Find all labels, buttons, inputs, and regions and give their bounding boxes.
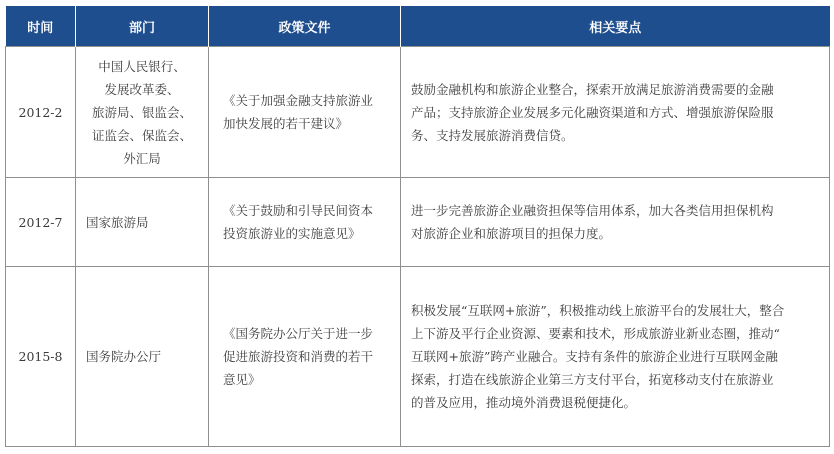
header-key-points: 相关要点 — [401, 6, 830, 47]
point-line: 上下游及平行企业资源、要素和技术，形成旅游业新业态圈，推动“ — [411, 326, 780, 341]
document-line: 《国务院办公厅关于进一步 — [223, 326, 374, 341]
table-header-row — [6, 6, 830, 47]
row-key-points — [401, 47, 830, 178]
document-line: 投资旅游业的实施意见》 — [223, 226, 361, 241]
row-department — [76, 47, 209, 178]
document-line: 《关于加强金融支持旅游业 — [223, 93, 374, 108]
point-line: 鼓励金融机构和旅游企业整合，探索开放满足旅游消费需要的金融 — [411, 81, 774, 97]
document-line: 意见》 — [223, 372, 261, 387]
point-line: 对旅游企业和旅游项目的担保力度。 — [411, 226, 612, 241]
row-year: 2015-8 — [6, 267, 76, 447]
department-line: 国家旅游局 — [86, 214, 149, 230]
table-row — [6, 267, 830, 447]
point-line: 的普及应用，推动境外消费退税便捷化。 — [411, 395, 637, 410]
department-line: 中国人民银行、 — [98, 58, 186, 74]
point-line: 积极发展“互联网+旅游”，积极推动线上旅游平台的发展壮大，整合 — [411, 303, 785, 318]
document-line: 加快发展的若干建议》 — [223, 116, 349, 131]
row-year: 2012-2 — [6, 47, 76, 178]
row-policy-document — [209, 178, 401, 267]
header-time: 时间 — [6, 6, 76, 47]
table-row — [6, 178, 830, 267]
point-line: 互联网+旅游”跨产业融合。支持有条件的旅游企业进行互联网金融 — [411, 349, 778, 364]
header-policy-document: 政策文件 — [209, 6, 401, 47]
row-year: 2012-7 — [6, 178, 76, 267]
table-row — [6, 47, 830, 178]
point-line: 务、支持发展旅游消费信贷。 — [411, 127, 574, 143]
department-line: 旅游局、银监会、 — [91, 104, 192, 120]
policy-table — [5, 6, 830, 447]
document-line: 促进旅游投资和消费的若干 — [223, 349, 374, 364]
row-department — [76, 267, 209, 447]
row-key-points — [401, 178, 830, 267]
department-line: 外汇局 — [123, 150, 161, 166]
document-line: 《关于鼓励和引导民间资本 — [223, 203, 374, 218]
policy-table-container — [5, 6, 829, 447]
department-line: 证监会、保监会、 — [91, 127, 192, 143]
row-policy-document — [209, 267, 401, 447]
department-line: 发展改革委、 — [104, 81, 180, 97]
point-line: 产品；支持旅游企业发展多元化融资渠道和方式、增强旅游保险服 — [411, 104, 774, 120]
department-line: 国务院办公厅 — [86, 349, 162, 364]
row-key-points — [401, 267, 830, 447]
header-department: 部门 — [76, 6, 209, 47]
row-policy-document — [209, 47, 401, 178]
row-department — [76, 178, 209, 267]
point-line: 进一步完善旅游企业融资担保等信用体系，加大各类信用担保机构 — [411, 203, 774, 218]
point-line: 探索，打造在线旅游企业第三方支付平台，拓宽移动支付在旅游业 — [411, 372, 774, 387]
